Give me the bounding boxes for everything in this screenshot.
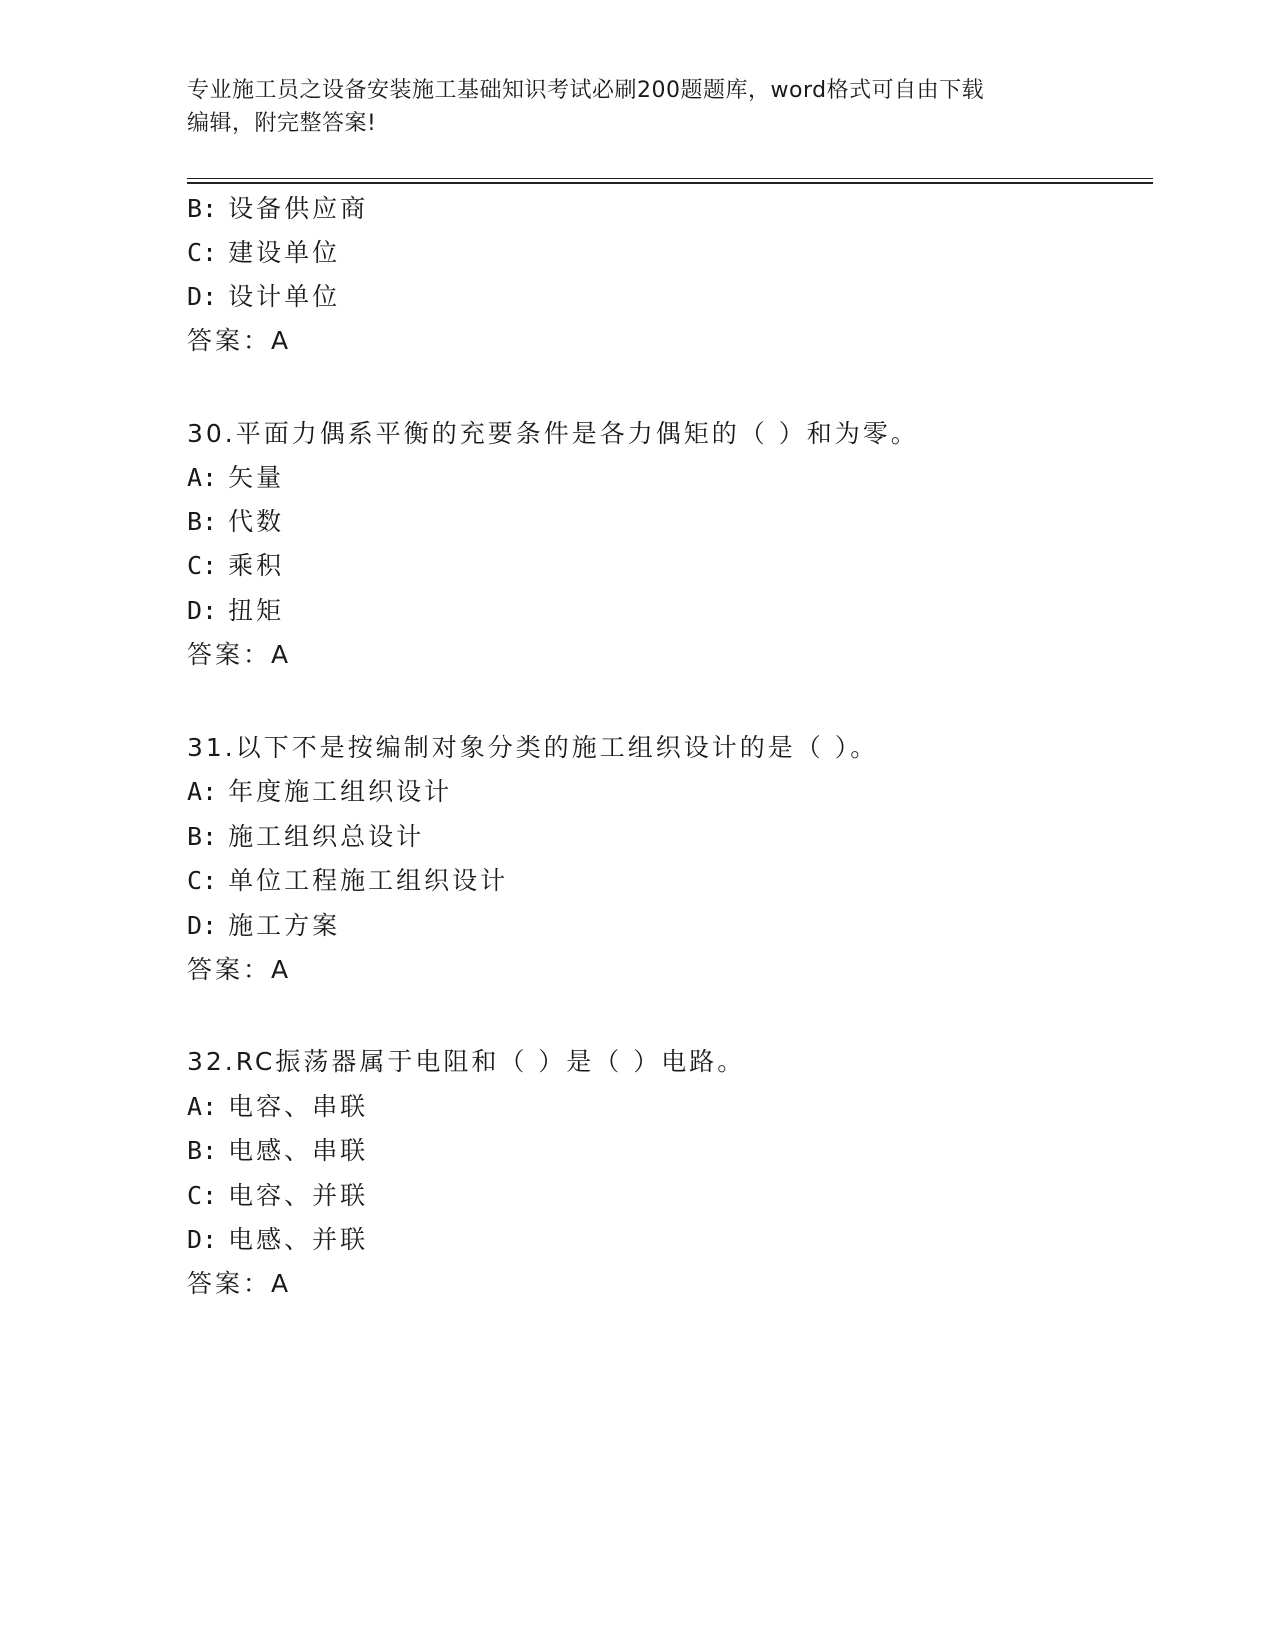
option-label: B: xyxy=(187,822,218,851)
answer-line: 答案：A xyxy=(187,1269,292,1298)
option-row xyxy=(187,910,340,942)
option-text: 单位工程施工组织设计 xyxy=(228,866,509,895)
option-label: D: xyxy=(187,1225,218,1254)
option-label: B: xyxy=(187,1136,218,1165)
option-row xyxy=(187,193,368,225)
option-row xyxy=(187,237,340,269)
option-row xyxy=(187,776,452,808)
question-stem: 32.RC振荡器属于电阻和（ ）是（ ）电路。 xyxy=(187,1047,746,1076)
header-divider-thin xyxy=(187,178,1153,179)
question-stem: 31.以下不是按编制对象分类的施工组织设计的是（ ）。 xyxy=(187,733,879,762)
option-label: D: xyxy=(187,596,218,625)
option-label: A: xyxy=(187,777,218,806)
option-label: A: xyxy=(187,463,218,492)
option-row xyxy=(187,1224,368,1256)
option-row xyxy=(187,1091,368,1123)
option-row xyxy=(187,281,340,313)
option-label: C: xyxy=(187,1181,218,1210)
option-row xyxy=(187,865,508,897)
option-text: 矢量 xyxy=(228,463,285,492)
option-text: 年度施工组织设计 xyxy=(228,777,453,806)
option-row xyxy=(187,821,424,853)
option-row xyxy=(187,462,284,494)
option-row xyxy=(187,550,284,582)
option-row xyxy=(187,1135,368,1167)
answer-line: 答案：A xyxy=(187,326,292,355)
option-label: C: xyxy=(187,866,218,895)
option-text: 代数 xyxy=(228,507,285,536)
option-text: 设备供应商 xyxy=(228,194,369,223)
option-text: 建设单位 xyxy=(228,238,341,267)
option-text: 电容、串联 xyxy=(228,1092,369,1121)
option-label: A: xyxy=(187,1092,218,1121)
option-label: D: xyxy=(187,282,218,311)
option-label: C: xyxy=(187,551,218,580)
option-text: 设计单位 xyxy=(228,282,341,311)
option-row xyxy=(187,595,284,627)
option-text: 扭矩 xyxy=(228,596,285,625)
option-row xyxy=(187,506,284,538)
option-row xyxy=(187,1180,368,1212)
option-label: D: xyxy=(187,911,218,940)
option-label: C: xyxy=(187,238,218,267)
option-label: B: xyxy=(187,507,218,536)
option-text: 施工方案 xyxy=(228,911,341,940)
option-text: 施工组织总设计 xyxy=(228,822,425,851)
option-text: 乘积 xyxy=(228,551,285,580)
option-label: B: xyxy=(187,194,218,223)
option-text: 电容、并联 xyxy=(228,1181,369,1210)
header-line-2: 编辑，附完整答案! xyxy=(187,111,377,136)
header-divider-thick xyxy=(187,182,1153,184)
document-header xyxy=(187,74,1087,140)
header-line-1: 专业施工员之设备安装施工基础知识考试必刷200题题库，word格式可自由下载 xyxy=(187,78,985,103)
answer-line: 答案：A xyxy=(187,640,292,669)
option-text: 电感、串联 xyxy=(228,1136,369,1165)
answer-line: 答案：A xyxy=(187,955,292,984)
option-text: 电感、并联 xyxy=(228,1225,369,1254)
question-stem: 30.平面力偶系平衡的充要条件是各力偶矩的（ ）和为零。 xyxy=(187,419,919,448)
